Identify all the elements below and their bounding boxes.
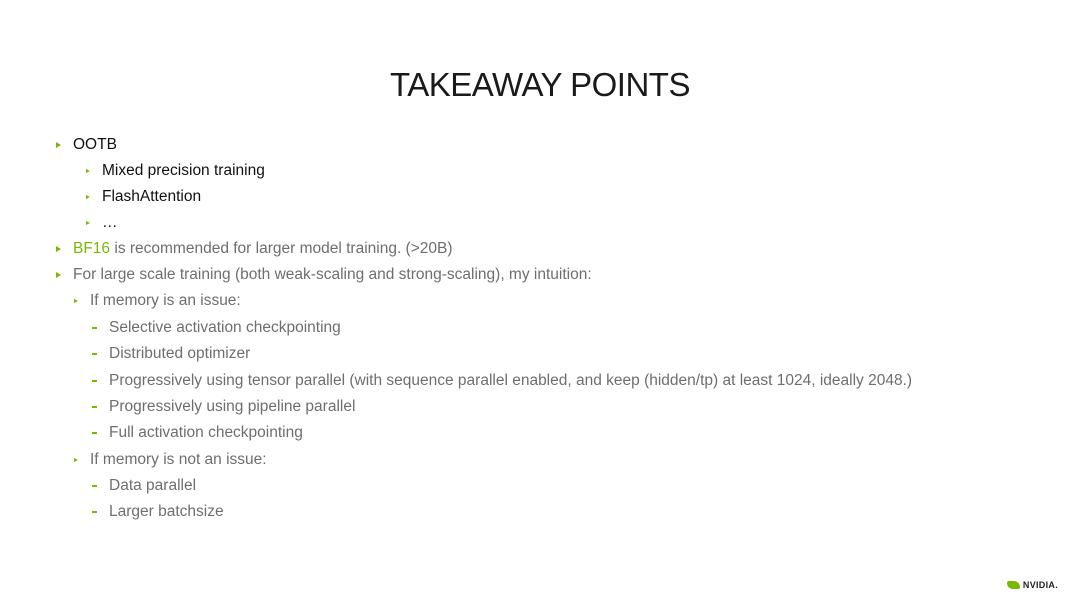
item-tensor-parallel <box>92 371 912 391</box>
sub-bullet-flashattention <box>86 187 201 207</box>
bullet-text: Larger batchsize <box>109 503 224 520</box>
bullet-text: Data parallel <box>109 477 197 494</box>
bullet-arrow-icon <box>86 169 90 173</box>
bullet-text: OOTB <box>73 136 117 153</box>
bullet-text: If memory is not an issue: <box>90 451 267 468</box>
dash-bullet-icon <box>92 406 97 408</box>
bullet-bf16 <box>56 239 453 259</box>
bullet-arrow-icon <box>56 272 61 278</box>
bullet-memory-not-issue <box>74 450 267 470</box>
bullet-large-scale <box>56 265 592 285</box>
bullet-text: … <box>102 214 118 231</box>
bullet-text: Distributed optimizer <box>109 345 251 362</box>
item-full-checkpointing <box>92 423 303 443</box>
bullet-text: Mixed precision training <box>102 162 265 179</box>
bullet-arrow-icon <box>56 142 61 148</box>
dash-bullet-icon <box>92 485 97 487</box>
bullet-text: is recommended for larger model training. (>20B) <box>110 240 453 257</box>
bullet-text: FlashAttention <box>102 188 202 205</box>
bullet-arrow-icon <box>86 195 90 199</box>
slide-title: TAKEAWAY POINTS <box>390 66 690 103</box>
sub-bullet-ellipsis <box>86 213 118 233</box>
bullet-text: If memory is an issue: <box>90 292 241 309</box>
bullet-arrow-icon <box>56 246 61 252</box>
item-selective-checkpointing <box>92 318 341 338</box>
bullet-memory-issue <box>74 291 241 311</box>
bullet-text: Progressively using pipeline parallel <box>109 398 356 415</box>
item-distributed-optimizer <box>92 344 250 364</box>
nvidia-eye-icon <box>1007 581 1020 589</box>
bullet-text: For large scale training (both weak-scaling and strong-scaling), my intuition: <box>73 266 592 283</box>
bf16-highlight: BF16 <box>73 240 111 257</box>
item-data-parallel <box>92 476 196 496</box>
bullet-text: Selective activation checkpointing <box>109 319 341 336</box>
dash-bullet-icon <box>92 353 97 355</box>
bullet-text: Progressively using tensor parallel (with sequence parallel enabled, and keep (hidden/tp) at least 1024, ideally 2048.) <box>109 372 913 389</box>
sub-bullet-mixed-precision <box>86 161 265 181</box>
bullet-arrow-icon <box>74 299 78 303</box>
item-larger-batchsize <box>92 502 224 522</box>
dash-bullet-icon <box>92 327 97 329</box>
bullet-ootb <box>56 135 117 155</box>
bullet-arrow-icon <box>74 458 78 462</box>
nvidia-logo <box>1007 580 1058 590</box>
dash-bullet-icon <box>92 380 97 382</box>
dash-bullet-icon <box>92 511 97 513</box>
item-pipeline-parallel <box>92 397 355 417</box>
logo-text: NVIDIA. <box>1022 580 1058 590</box>
dash-bullet-icon <box>92 432 97 434</box>
bullet-arrow-icon <box>86 221 90 225</box>
bullet-text: Full activation checkpointing <box>109 424 303 441</box>
